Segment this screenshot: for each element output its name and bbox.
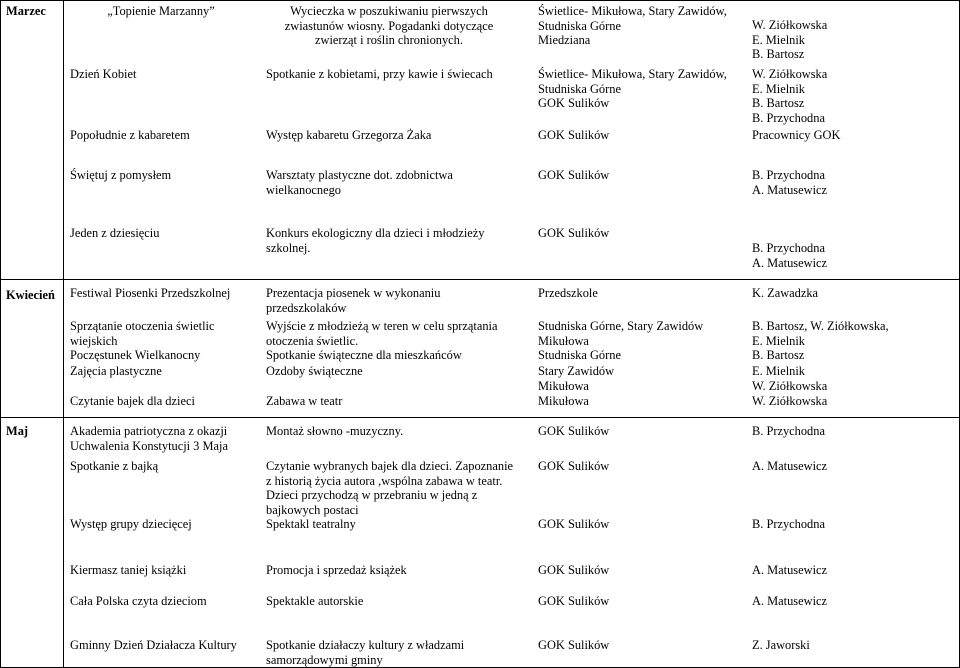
section-divider xyxy=(0,279,960,280)
event-name: Spotkanie z bajką xyxy=(70,459,159,473)
event-person: B. Bartosz xyxy=(752,348,805,362)
event-place: Świetlice- Mikułowa, Stary Zawidów, Studniska Górne GOK Sulików xyxy=(538,67,727,111)
event-description: Konkurs ekologiczny dla dzieci i młodzieży szkolnej. xyxy=(266,226,485,255)
event-person: E. Mielnik W. Ziółkowska xyxy=(752,364,828,393)
event-description: Czytanie wybranych bajek dla dzieci. Zapoznanie z historią życia autora ,wspólna zabawa w teatr. Dzieci przychodzą w przebraniu w jedną z bajkowych postaci xyxy=(266,459,514,517)
month-label: Maj xyxy=(6,424,29,438)
event-name: Dzień Kobiet xyxy=(70,67,137,81)
event-person: A. Matusewicz xyxy=(752,594,828,608)
event-place: GOK Sulików xyxy=(538,128,610,142)
event-person: Z. Jaworski xyxy=(752,638,810,652)
section-divider xyxy=(0,417,960,418)
event-name: Gminny Dzień Działacza Kultury xyxy=(70,638,237,652)
event-person: B. Przychodna xyxy=(752,517,825,531)
month-label: Marzec xyxy=(6,4,46,18)
event-place: GOK Sulików xyxy=(538,168,610,182)
event-description: Prezentacja piosenek w wykonaniu przedszkolaków xyxy=(266,286,441,315)
event-place: Świetlice- Mikułowa, Stary Zawidów, Studniska Górne Miedziana xyxy=(538,4,727,48)
event-name: Występ grupy dziecięcej xyxy=(70,517,192,531)
event-place: GOK Sulików xyxy=(538,517,610,531)
event-place: GOK Sulików xyxy=(538,424,610,438)
event-person: B. Przychodna A. Matusewicz xyxy=(752,168,828,197)
event-person: W. Ziółkowska E. Mielnik B. Bartosz B. Przychodna xyxy=(752,67,828,125)
event-person: K. Zawadzka xyxy=(752,286,819,300)
event-person: A. Matusewicz xyxy=(752,459,828,473)
event-name: Popołudnie z kabaretem xyxy=(70,128,190,142)
event-name: Festiwal Piosenki Przedszkolnej xyxy=(70,286,231,300)
event-name: „Topienie Marzanny” xyxy=(107,4,215,18)
event-description: Spektakl teatralny xyxy=(266,517,356,531)
event-description: Spotkanie świąteczne dla mieszkańców xyxy=(266,348,462,362)
event-name: Czytanie bajek dla dzieci xyxy=(70,394,195,408)
event-description: Montaż słowno -muzyczny. xyxy=(266,424,404,438)
event-place: GOK Sulików xyxy=(538,563,610,577)
event-description: Wycieczka w poszukiwaniu pierwszych zwiastunów wiosny. Pogadanki dotyczące zwierząt i roślin chronionych. xyxy=(284,4,494,48)
event-name: Poczęstunek Wielkanocny xyxy=(70,348,201,362)
event-name: Zajęcia plastyczne xyxy=(70,364,162,378)
event-place: Mikułowa xyxy=(538,394,589,408)
event-name: Świętuj z pomysłem xyxy=(70,168,172,182)
table-border-top xyxy=(0,0,960,1)
event-person: W. Ziółkowska E. Mielnik B. Bartosz xyxy=(752,18,828,62)
event-name: Cała Polska czyta dzieciom xyxy=(70,594,207,608)
event-person: W. Ziółkowska xyxy=(752,394,828,408)
month-label: Kwiecień xyxy=(6,288,55,302)
event-place: GOK Sulików xyxy=(538,638,610,652)
event-person: B. Przychodna xyxy=(752,424,825,438)
event-description: Promocja i sprzedaż książek xyxy=(266,563,407,577)
event-name: Jeden z dziesięciu xyxy=(70,226,160,240)
event-name: Kiermasz taniej książki xyxy=(70,563,187,577)
event-description: Warsztaty plastyczne dot. zdobnictwa wielkanocnego xyxy=(266,168,453,197)
event-place: GOK Sulików xyxy=(538,459,610,473)
event-place: Studniska Górne, Stary Zawidów Mikułowa xyxy=(538,319,704,348)
event-name: Akademia patriotyczna z okazji Uchwalenia Konstytucji 3 Maja xyxy=(70,424,228,453)
event-description: Ozdoby świąteczne xyxy=(266,364,363,378)
event-description: Zabawa w teatr xyxy=(266,394,343,408)
table-border-left xyxy=(0,0,1,668)
event-person: B. Bartosz, W. Ziółkowska, E. Mielnik xyxy=(752,319,889,348)
event-place: Stary Zawidów Mikułowa xyxy=(538,364,615,393)
event-person: Pracownicy GOK xyxy=(752,128,841,142)
event-place: GOK Sulików xyxy=(538,594,610,608)
event-place: Studniska Górne xyxy=(538,348,621,362)
event-place: GOK Sulików xyxy=(538,226,610,240)
event-description: Wyjście z młodzieżą w teren w celu sprzątania otoczenia świetlic. xyxy=(266,319,498,348)
event-description: Spotkanie działaczy kultury z władzami samorządowymi gminy xyxy=(266,638,465,667)
event-person: A. Matusewicz xyxy=(752,563,828,577)
event-name: Sprzątanie otoczenia świetlic wiejskich xyxy=(70,319,215,348)
event-person: B. Przychodna A. Matusewicz xyxy=(752,241,828,270)
event-place: Przedszkole xyxy=(538,286,598,300)
event-description: Występ kabaretu Grzegorza Żaka xyxy=(266,128,432,142)
event-description: Spektakle autorskie xyxy=(266,594,364,608)
month-column-divider xyxy=(63,0,64,668)
event-description: Spotkanie z kobietami, przy kawie i świecach xyxy=(266,67,493,81)
